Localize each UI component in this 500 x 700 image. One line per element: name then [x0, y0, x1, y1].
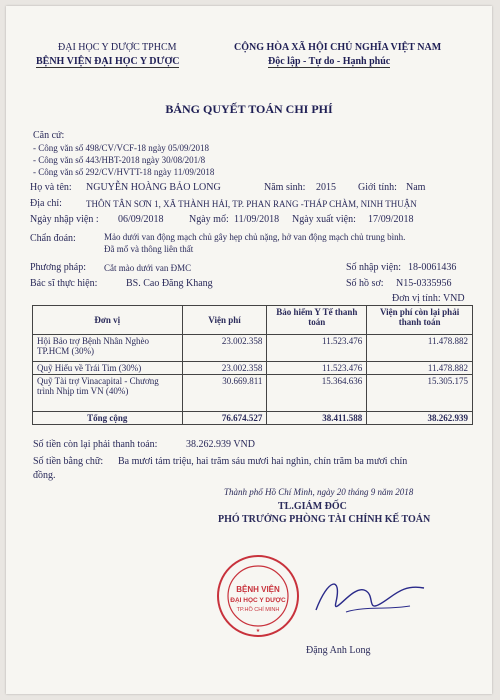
hospital-name: BỆNH VIỆN ĐẠI HỌC Y DƯỢC: [36, 56, 180, 67]
nation-name: CỘNG HÒA XÃ HỘI CHỦ NGHĨA VIỆT NAM: [234, 42, 442, 53]
table-row: [33, 375, 473, 412]
method-label: Phương pháp:: [30, 262, 86, 273]
row-insurance: 11.523.476: [267, 362, 367, 375]
cost-table: [32, 305, 473, 425]
col-header-insurance: Bảo hiểm Y Tế thanh toán: [267, 306, 367, 335]
signature-icon: [306, 566, 436, 626]
address-value: THÔN TÂN SƠN 1, XÃ THÀNH HẢI, TP. PHAN RANG -THÁP CHÀM, NINH THUẬN: [86, 199, 417, 209]
table-row: [33, 335, 473, 362]
row-unit: Quỹ Hiểu về Trái Tim (30%): [33, 362, 183, 375]
basis-label: Căn cứ:: [33, 130, 65, 141]
admit-date-label: Ngày nhập viện :: [30, 214, 99, 225]
row-fee: 30.669.811: [182, 375, 267, 412]
file-no: N15-0335956: [396, 278, 452, 289]
basis-item: - Công văn số 292/CV/HVTT-18 ngày 11/09/2018: [33, 167, 215, 177]
signer-name: Đặng Anh Long: [306, 645, 371, 656]
svg-text:★: ★: [255, 628, 261, 634]
row-fee: 23.002.358: [182, 362, 267, 375]
sex-value: Nam: [406, 182, 426, 193]
in-words-line: Ba mươi tám triệu, hai trăm sáu mươi hai nghìn, chín trăm ba mươi chín: [118, 456, 408, 467]
col-header-fee: Viện phí: [182, 306, 267, 335]
unit-note: Đơn vị tính: VND: [392, 293, 465, 304]
diagnosis-label: Chẩn đoán:: [30, 233, 76, 244]
document-title: BẢNG QUYẾT TOÁN CHI PHÍ: [165, 102, 333, 116]
row-unit: Quỹ Tài trợ Vinacapital - Chương trình Nhịp tim VN (40%): [33, 375, 183, 412]
admit-date: 06/09/2018: [118, 214, 164, 225]
col-header-unit: Đơn vị: [33, 306, 183, 335]
row-remaining: 11.478.882: [367, 362, 473, 375]
svg-text:BỆNH VIỆN: BỆNH VIỆN: [236, 585, 280, 594]
total-insurance: 38.411.588: [267, 412, 367, 425]
method-value: Cắt mào dưới van ĐMC: [104, 263, 192, 273]
hospital-stamp-icon: [216, 554, 300, 638]
total-label: Tổng cộng: [33, 412, 183, 425]
document-page: [6, 6, 492, 694]
birth-year: 2015: [316, 182, 336, 193]
total-remaining: 38.262.939: [367, 412, 473, 425]
row-unit: Hội Bảo trợ Bệnh Nhân Nghèo TP.HCM (30%): [33, 335, 183, 362]
row-remaining: 11.478.882: [367, 335, 473, 362]
date-line: Thành phố Hồ Chí Minh, ngày 20 tháng 9 năm 2018: [224, 487, 414, 497]
row-insurance: 15.364.636: [267, 375, 367, 412]
sign-title-1: TL.GIÁM ĐỐC: [278, 501, 347, 512]
birth-label: Năm sinh:: [264, 182, 306, 193]
admit-no-label: Số nhập viện:: [346, 262, 401, 273]
patient-name: NGUYỄN HOÀNG BẢO LONG: [86, 182, 221, 193]
in-words-line: đồng.: [33, 470, 56, 481]
svg-text:TP.HỒ CHÍ MINH: TP.HỒ CHÍ MINH: [236, 607, 280, 613]
diagnosis-line: Đã mổ và thông liên thất: [104, 244, 194, 254]
name-label: Họ và tên:: [30, 182, 72, 193]
total-fee: 76.674.527: [182, 412, 267, 425]
col-header-remaining: Viện phí còn lại phải thanh toán: [367, 306, 473, 335]
basis-item: - Công văn số 498/CV/VCF-18 ngày 05/09/2018: [33, 143, 210, 153]
admit-no: 18-0061436: [408, 262, 457, 273]
doctor-label: Bác sĩ thực hiện:: [30, 278, 98, 289]
remaining-amount: 38.262.939 VND: [186, 439, 255, 450]
table-row: [33, 362, 473, 375]
diagnosis-line: Mảo dưới van động mạch chủ gây hẹp chủ nặng, hở van động mạch chủ trung bình.: [104, 232, 406, 242]
address-label: Địa chỉ:: [30, 198, 62, 209]
sign-title-2: PHÓ TRƯỞNG PHÒNG TÀI CHÍNH KẾ TOÁN: [218, 514, 431, 525]
svg-text:ĐẠI HỌC Y DƯỢC: ĐẠI HỌC Y DƯỢC: [230, 597, 286, 604]
file-no-label: Số hồ sơ:: [346, 278, 384, 289]
doctor-name: BS. Cao Đăng Khang: [126, 278, 213, 289]
sex-label: Giới tính:: [358, 182, 397, 193]
table-total-row: [33, 412, 473, 425]
surgery-date: 11/09/2018: [234, 214, 280, 225]
in-words-label: Số tiền bằng chữ:: [33, 456, 104, 467]
discharge-date: 17/09/2018: [368, 214, 414, 225]
row-insurance: 11.523.476: [267, 335, 367, 362]
motto: Độc lập - Tự do - Hạnh phúc: [268, 56, 391, 67]
row-fee: 23.002.358: [182, 335, 267, 362]
basis-item: - Công văn số 443/HBT-2018 ngày 30/08/201/8: [33, 155, 206, 165]
row-remaining: 15.305.175: [367, 375, 473, 412]
remaining-label: Số tiền còn lại phải thanh toán:: [33, 439, 158, 450]
discharge-date-label: Ngày xuất viện:: [292, 214, 356, 225]
university-name: ĐẠI HỌC Y DƯỢC TPHCM: [58, 42, 177, 53]
surgery-date-label: Ngày mổ:: [189, 214, 229, 225]
table-header-row: [33, 306, 473, 335]
